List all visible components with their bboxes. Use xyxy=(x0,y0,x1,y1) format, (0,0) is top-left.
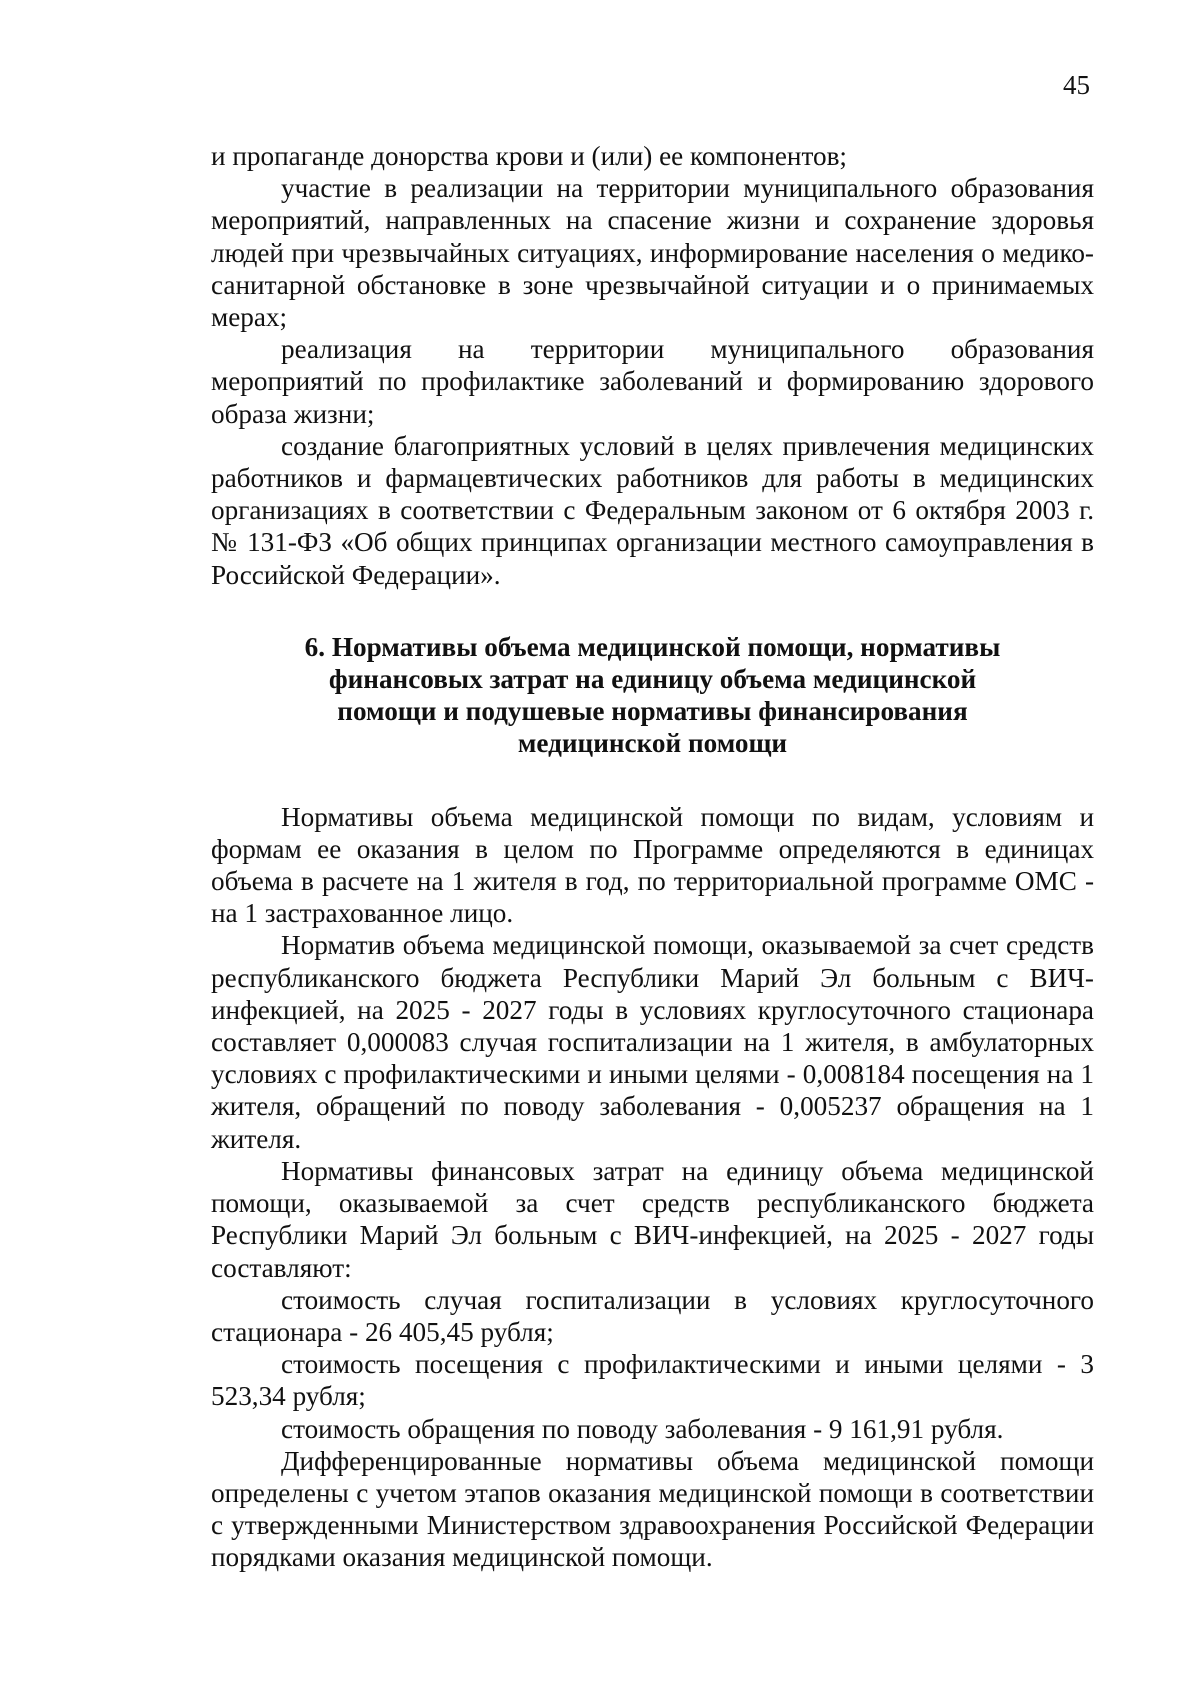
section-heading-line: финансовых затрат на единицу объема медицинской xyxy=(328,664,977,695)
paragraph: реализация на территории муниципального образования мероприятий по профилактике заболеваний и формированию здорового образа жизни; xyxy=(211,334,1094,429)
section-heading-line: 6. Нормативы объема медицинской помощи, нормативы xyxy=(304,631,1001,662)
paragraph: создание благоприятных условий в целях привлечения медицинских работников и фармацевтических работников для работы в медицинских организациях в соответствии с Федеральным законом от 6 октября 2003 г. № 131-ФЗ «Об общих принципах организации местного самоуправления в Российской Федерации». xyxy=(211,430,1094,590)
paragraph: стоимость обращения по поводу заболевания - 9 161,91 рубля. xyxy=(281,1413,1004,1444)
paragraph: участие в реализации на территории муниципального образования мероприятий, направленных на спасение жизни и сохранение здоровья людей при чрезвычайных ситуациях, информирование населения о медико-санитарной обстановке в зоне чрезвычайной ситуации и о принимаемых мерах; xyxy=(211,173,1094,333)
paragraph: стоимость посещения с профилактическими и иными целями - 3 523,34 рубля; xyxy=(211,1349,1094,1412)
section-heading-line: помощи и подушевые нормативы финансирования xyxy=(337,696,968,727)
paragraph: Нормативы финансовых затрат на единицу объема медицинской помощи, оказываемой за счет средств республиканского бюджета Республики Марий Эл больным с ВИЧ-инфекцией, на 2025 - 2027 годы составляют: xyxy=(211,1155,1094,1283)
paragraph: и пропаганде донорства крови и (или) ее компонентов; xyxy=(211,141,847,171)
document-body xyxy=(211,140,1094,1574)
section-heading-line: медицинской помощи xyxy=(517,728,788,759)
page-number: 45 xyxy=(1063,70,1090,100)
paragraph: стоимость случая госпитализации в условиях круглосуточного стационара - 26 405,45 рубля; xyxy=(211,1284,1094,1347)
paragraph: Норматив объема медицинской помощи, оказываемой за счет средств республиканского бюджета Республики Марий Эл больным с ВИЧ-инфекцией, на 2025 - 2027 годы в условиях круглосуточного стационара составляет 0,000083 случая госпитализации на 1 жителя, в амбулаторных условиях с профилактическими и иными целями - 0,008184 посещения на 1 жителя, обращений по поводу заболевания - 0,005237 обращения на 1 жителя. xyxy=(211,930,1094,1154)
paragraph: Дифференцированные нормативы объема медицинской помощи определены с учетом этапов оказания медицинской помощи в соответствии с утвержденными Министерством здравоохранения Российской Федерации порядками оказания медицинской помощи. xyxy=(211,1445,1094,1573)
paragraph: Нормативы объема медицинской помощи по видам, условиям и формам ее оказания в целом по Программе определяются в единицах объема в расчете на 1 жителя в год, по территориальной программе ОМС - на 1 застрахованное лицо. xyxy=(211,801,1094,929)
section-heading xyxy=(211,631,1094,760)
